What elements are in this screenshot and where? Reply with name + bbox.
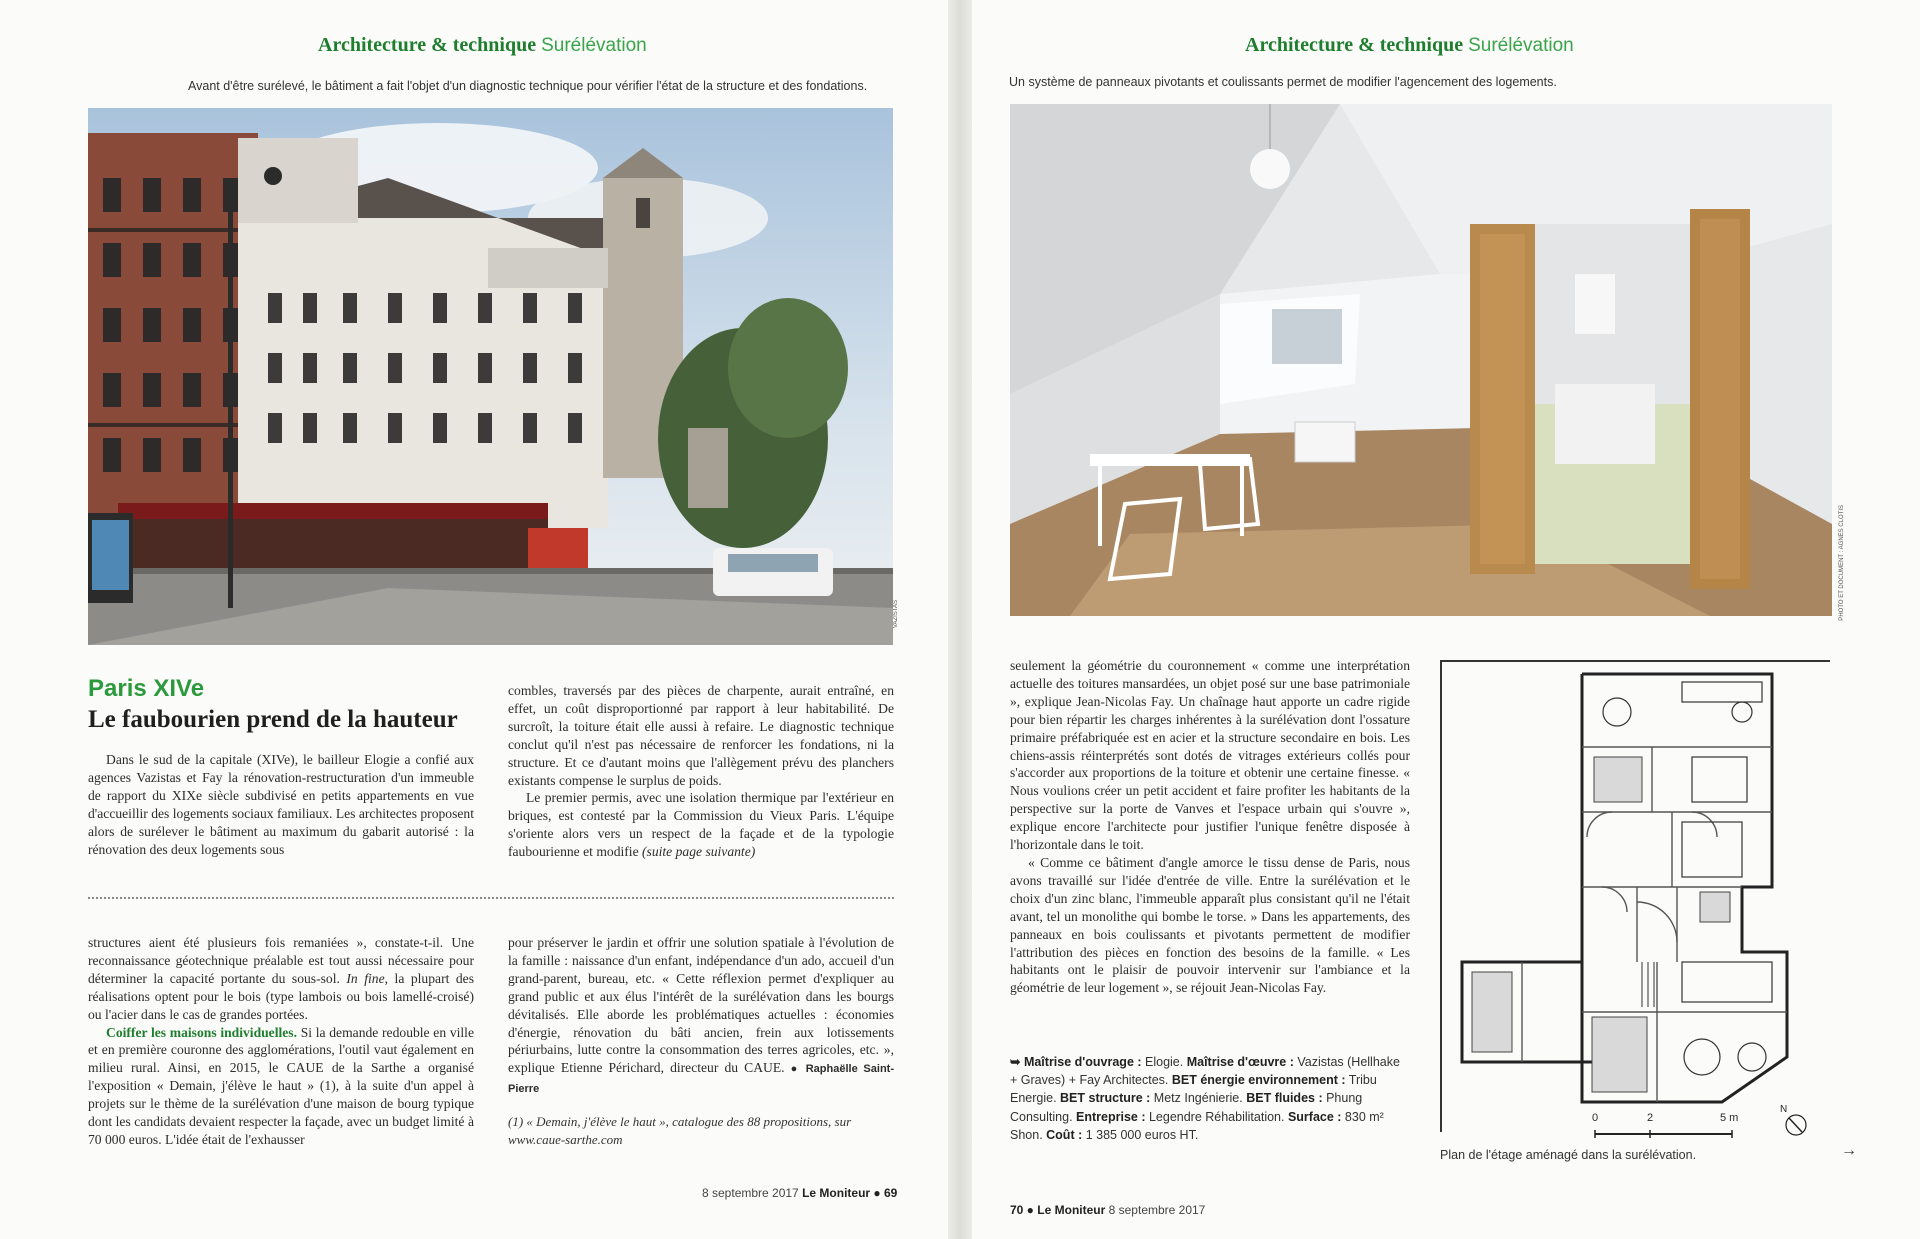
author-credit: ● Raphaëlle Saint-Pierre	[508, 1063, 894, 1096]
sidebar-paragraph-text: pour préserver le jardin et offrir une solution spatiale à l'évolution de la famille : naissance d'un enfant, indépendance d'un ado, accueil d'un grand-parent, bureau, etc. « Cette réflexion permet d'expliquer au grand public et aux élus l'intérêt de la surélévation dans les bourgs dévitalisés. Elle aborde les problématiques actuelles : économies d'énergie, rénovation du bâti ancien, frein aux lotissements périurbains, lutte contre la consommation des terres agricoles, etc. », explique Etienne Périchard, directeur du CAUE.	[508, 935, 894, 1076]
left-page	[0, 0, 948, 1239]
fact-key: Entreprise :	[1076, 1109, 1146, 1124]
fact-key: BET énergie environnement :	[1171, 1073, 1346, 1088]
folio	[1010, 1203, 1205, 1217]
sidebar-paragraph	[88, 1024, 474, 1149]
article-paragraph: seulement la géométrie du couronnement « comme une interprétation actuelle des toitures mansardées, un objet posé sur une base patrimoniale », explique Jean-Nicolas Fay. Un chaînage haut apporte un cadre rigide pour bien répartir les charges inhérentes à la surélévation dont l'ossature primaire préfabriquée est en acier et la structure secondaire en bois. Les chiens-assis réinterprétés sont dotés de vitrages extérieurs collés pour s'accorder aux proportions de la toiture et obtenir une certaine finesse. « Nous voulions créer un petit accident et faire profiter les habitants de la perspective sur la porte de Vanves et l'espace urbain qui s'ouvre », explique encore l'architecte pour justifier l'unique fenêtre disposée à l'horizontale dans le toit.	[1010, 658, 1410, 853]
sidebar-paragraph-text: structures aient été plusieurs fois remaniées », constate-t-il. Une reconnaissance géotechnique préalable est tout aussi nécessaire pour déterminer la capacité portante du sous-sol.	[88, 935, 474, 986]
fact-key: Coût :	[1046, 1127, 1083, 1142]
fact-key: BET structure :	[1060, 1091, 1151, 1106]
article-kicker	[88, 675, 204, 703]
article-column-3	[1010, 657, 1410, 997]
sidebar-italic: In fine	[346, 970, 385, 986]
fact-key: ➥ Maîtrise d'ouvrage :	[1010, 1055, 1142, 1069]
sidebar-lead: Coiffer les maisons individuelles.	[106, 1024, 297, 1040]
fact-value: 830 m² Shon.	[1010, 1109, 1384, 1142]
section-header-bold: Architecture & technique	[318, 34, 537, 56]
sidebar-paragraph	[508, 934, 894, 1099]
interior-photo-illustration	[1010, 104, 1832, 616]
folio-page: ● 69	[873, 1186, 898, 1200]
folio-magazine: Le Moniteur	[1037, 1203, 1106, 1217]
project-facts	[1010, 1053, 1410, 1144]
sidebar-column-1	[88, 934, 474, 1149]
footnote: (1) « Demain, j'élève le haut », catalogue des 88 propositions, sur www.caue-sarthe.com	[508, 1114, 852, 1147]
sidebar-column-2	[508, 934, 894, 1099]
photo-caption: Avant d'être surélevé, le bâtiment a fait l'objet d'un diagnostic technique pour vérifier l'état de la structure et des fondations.	[188, 79, 868, 93]
article-kicker-text: Paris XIVe	[88, 675, 205, 702]
arrow-right-icon: →	[1841, 1142, 1857, 1159]
fact-value: Metz Ingénierie.	[1150, 1091, 1247, 1106]
building-photo	[88, 108, 893, 645]
scale-label-2: 2	[1647, 1112, 1654, 1124]
fact-key: Maîtrise d'œuvre :	[1186, 1055, 1294, 1069]
section-header-bold: Architecture & technique	[1245, 34, 1464, 56]
page-gutter	[948, 0, 972, 1239]
photo-caption: Un système de panneaux pivotants et coulissants permet de modifier l'agencement des logements.	[1009, 75, 1557, 89]
article-paragraph-text: Le premier permis, avec une isolation thermique par l'extérieur en briques, est contesté par la Commission du Vieux Paris. L'équipe s'oriente alors vers un respect de la façade et de la typologie faubourienne et modifie	[508, 790, 894, 860]
floor-plan	[1440, 660, 1830, 1132]
fact-value: Legendre Réhabilitation.	[1145, 1109, 1288, 1124]
article-title: Le faubourien prend de la hauteur	[88, 706, 458, 733]
section-header-light: Surélévation	[1468, 35, 1574, 56]
scale-label-5: 5 m	[1720, 1112, 1739, 1124]
fact-value: Tribu Energie.	[1010, 1073, 1377, 1106]
scale-bar	[1592, 1112, 1742, 1142]
sidebar-paragraph-end: , la plupart des réalisations optent pour le bois (type lambois ou bois lamellé-croisé) ou l'acier dans le cas de grandes portées.	[88, 970, 475, 1022]
fact-key: Surface :	[1287, 1109, 1342, 1124]
north-arrow	[1780, 1104, 1808, 1138]
photo-credit: VAZISTAS	[893, 600, 899, 629]
north-label: N	[1780, 1104, 1788, 1115]
folio-date: 8 septembre 2017	[702, 1186, 799, 1200]
folio-date: 8 septembre 2017	[1108, 1203, 1206, 1217]
folio	[702, 1186, 897, 1200]
photo-credit: PHOTO ET DOCUMENT : AGNÈS CLOTIS	[1839, 505, 1845, 621]
article-paragraph	[508, 789, 894, 861]
sidebar-paragraph-text: Si la demande redouble en ville et en première couronne des agglomérations, l'outil vaut également en milieu rural. Ainsi, en 2015, le CAUE de la Sarthe a organisé l'exposition « Demain, j'élève le haut » (1), à la suite d'un appel à projets sur le thème de la surélévation d'une maison de bourg typique dont les candidats devaient respecter la façade, avec un budget limité à 70 000 euros. L'idée était de l'exhausser	[88, 1024, 474, 1147]
fact-value: Phung Consulting.	[1010, 1091, 1363, 1124]
section-header	[318, 34, 647, 57]
article-column-2	[508, 682, 894, 861]
floor-plan-drawing	[1442, 662, 1830, 1132]
section-header-light: Surélévation	[541, 35, 647, 56]
right-page	[972, 0, 1920, 1239]
article-column-1	[88, 751, 474, 858]
fact-value: 1 385 000 euros HT.	[1082, 1127, 1199, 1142]
interior-photo	[1010, 104, 1832, 616]
fact-value: Vazistas (Hellhake + Graves) + Fay Architectes.	[1010, 1055, 1400, 1088]
continued-note: (suite page suivante)	[642, 844, 756, 860]
building-photo-illustration	[88, 108, 893, 645]
sidebar-paragraph	[88, 934, 474, 1024]
article-paragraph: « Comme ce bâtiment d'angle amorce le tissu dense de Paris, nous avons travaillé sur l'idée d'entrée de ville. Entre la surélévation et le choix d'un zinc blanc, l'immeuble apparaît plus consistant qu'il ne l'était avant, tel un monolithe qui bombe le torse. » Dans les appartements, des panneaux en bois coulissants et pivotants permettent de modifier l'attribution des pièces en fonction des besoins de la famille. « Les habitants ont le plaisir de pouvoir intervenir sur l'ambiance et la géométrie de leur logement », se réjouit Jean-Nicolas Fay.	[1010, 854, 1410, 996]
fact-key: BET fluides :	[1246, 1091, 1323, 1106]
section-header	[1245, 34, 1574, 57]
fact-value: Elogie.	[1141, 1055, 1187, 1069]
article-paragraph: combles, traversés par des pièces de charpente, aurait entraîné, en effet, un coût disproportionné par rapport à leur habitabilité. De surcroît, la toiture était elle aussi à refaire. Le diagnostic technique conclut qu'il n'est pas nécessaire de renforcer les fondations, ni la structure. Et ce d'autant moins que l'allègement prévu des planchers existants compense le surplus de poids.	[508, 683, 894, 788]
article-paragraph: Dans le sud de la capitale (XIVe), le bailleur Elogie a confié aux agences Vazistas et Fay la rénovation-restructuration d'un immeuble de rapport du XIXe siècle subdivisé en petits appartements en vue d'accueillir des logements sociaux familiaux. Les architectes proposent alors de surélever le bâtiment au maximum du gabarit autorisé : la rénovation des deux logements sous	[88, 752, 474, 857]
scale-label-0: 0	[1592, 1112, 1599, 1124]
folio-page: 70 ●	[1010, 1203, 1034, 1217]
dotted-separator	[88, 897, 894, 899]
folio-magazine: Le Moniteur	[802, 1186, 871, 1200]
plan-caption: Plan de l'étage aménagé dans la surélévation.	[1440, 1148, 1697, 1162]
